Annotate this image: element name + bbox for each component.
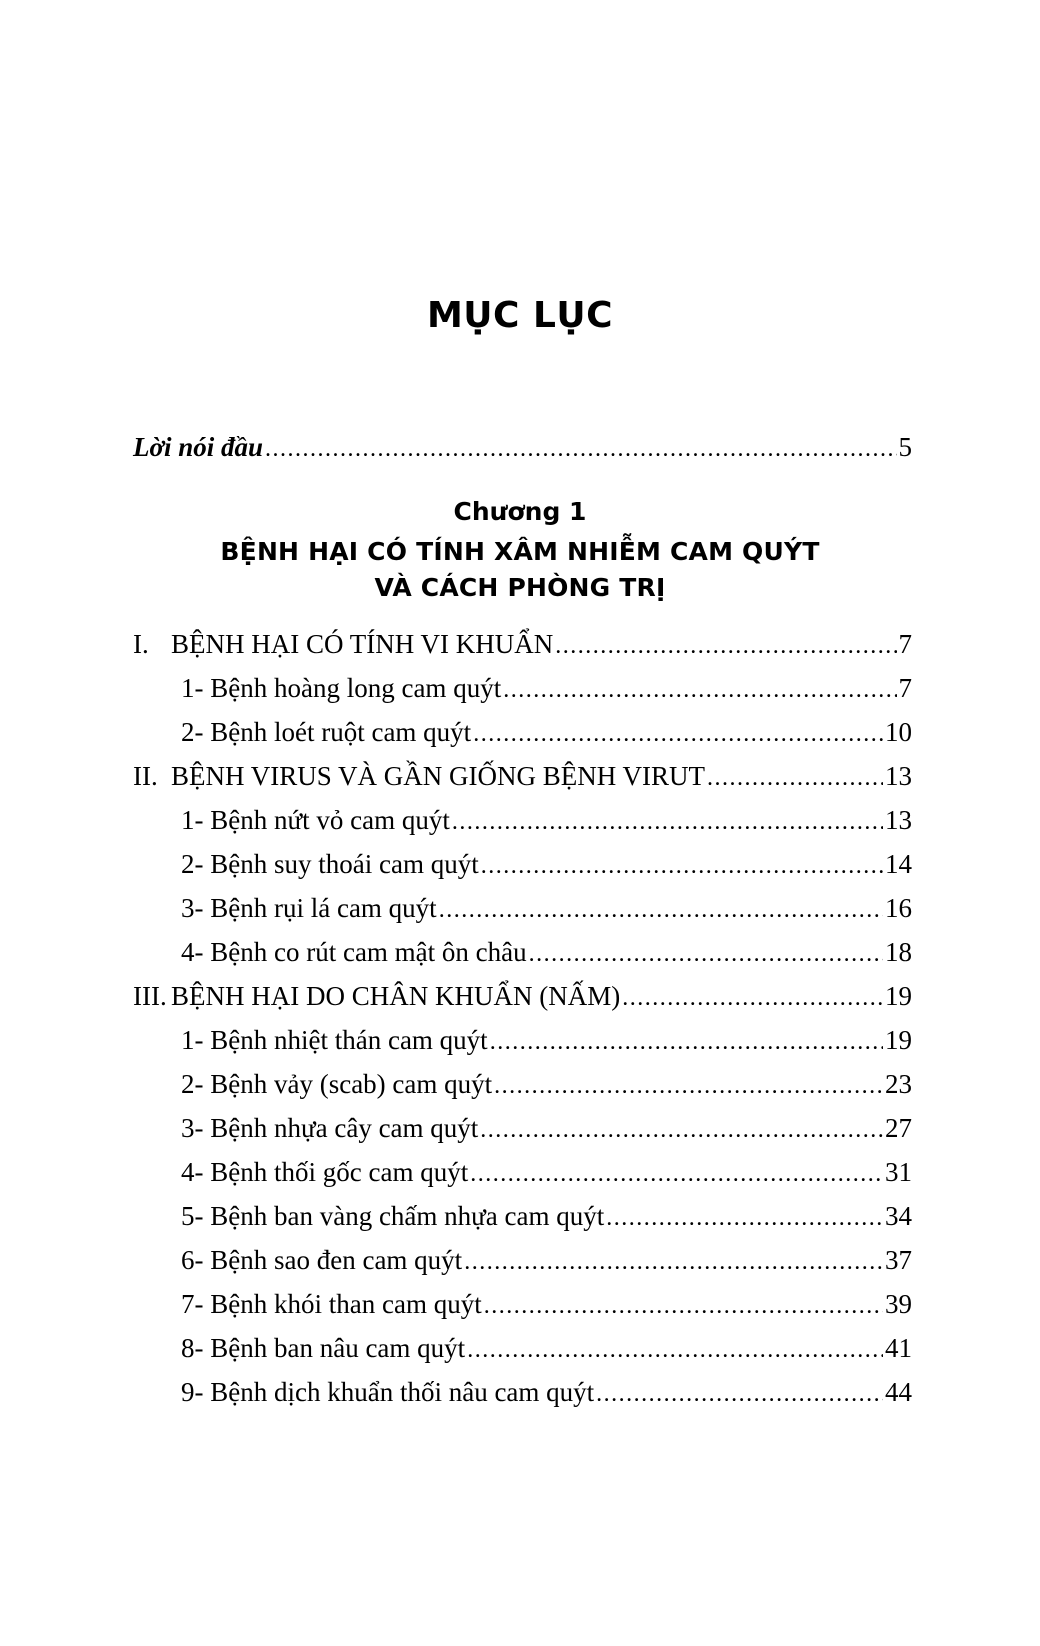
- toc-entry[interactable]: [133, 675, 912, 702]
- toc-entry-title: 7- Bệnh khói than cam quýt: [181, 1289, 482, 1319]
- dot-leader: [707, 766, 883, 790]
- toc-entry[interactable]: [133, 1291, 912, 1318]
- toc-entry-title: 3- Bệnh rụi lá cam quýt: [181, 893, 437, 923]
- toc-entry-number: I.: [133, 629, 149, 659]
- toc-entry-page: 23: [885, 1069, 912, 1099]
- toc-entry-title: BỆNH HẠI CÓ TÍNH VI KHUẨN: [171, 629, 554, 659]
- dot-leader: [481, 854, 883, 878]
- toc-entry-title: 1- Bệnh nứt vỏ cam quýt: [181, 805, 450, 835]
- dot-leader: [473, 722, 883, 746]
- toc-entry-page: 10: [885, 717, 912, 747]
- dot-leader: [529, 942, 883, 966]
- chapter-heading: [0, 497, 1040, 605]
- page-title: MỤC LỤC: [426, 295, 614, 336]
- dot-leader: [494, 1074, 883, 1098]
- toc-entry[interactable]: [133, 1115, 912, 1142]
- dot-leader: [503, 678, 896, 702]
- toc-entry-title: BỆNH HẠI DO CHÂN KHUẨN (NẤM): [171, 981, 621, 1011]
- toc-entry-number: II.: [133, 761, 158, 791]
- dot-leader: [467, 1338, 883, 1362]
- toc-entry-page: 13: [885, 761, 912, 791]
- toc-entry-page: 7: [898, 673, 912, 703]
- toc-entry[interactable]: [133, 939, 912, 966]
- toc-entry[interactable]: [133, 1247, 912, 1274]
- toc-entry-page: 34: [885, 1201, 912, 1231]
- toc-entry-title: BỆNH VIRUS VÀ GẦN GIỐNG BỆNH VIRUT: [171, 761, 706, 791]
- toc-entry[interactable]: [133, 763, 912, 790]
- toc-entry[interactable]: [133, 983, 912, 1010]
- toc-entry-title: 2- Bệnh loét ruột cam quýt: [181, 717, 472, 747]
- toc-entry-title: 2- Bệnh vảy (scab) cam quýt: [181, 1069, 493, 1099]
- toc-entry-title: 4- Bệnh thối gốc cam quýt: [181, 1157, 469, 1187]
- toc-entry-page: 7: [898, 629, 912, 659]
- toc-entry-page: 41: [885, 1333, 912, 1363]
- toc-entry-number: III.: [133, 981, 167, 1011]
- dot-leader: [464, 1250, 883, 1274]
- toc-entry-title: 5- Bệnh ban vàng chấm nhựa cam quýt: [181, 1201, 605, 1231]
- toc-entry[interactable]: [133, 851, 912, 878]
- dot-leader: [606, 1206, 883, 1230]
- toc-entry[interactable]: [133, 1071, 912, 1098]
- chapter-title-line-2: VÀ CÁCH PHÒNG TRỊ: [374, 572, 666, 602]
- dot-leader: [480, 1118, 883, 1142]
- toc-entry-page: 31: [885, 1157, 912, 1187]
- toc-entry-page: 39: [885, 1289, 912, 1319]
- toc-entry-title: 3- Bệnh nhựa cây cam quýt: [181, 1113, 479, 1143]
- toc-entry-page: 44: [885, 1377, 912, 1407]
- toc-entry-title: 6- Bệnh sao đen cam quýt: [181, 1245, 463, 1275]
- toc-entry-page: 19: [885, 1025, 912, 1055]
- toc-entry-title: 2- Bệnh suy thoái cam quýt: [181, 849, 479, 879]
- toc-entry-title: 1- Bệnh nhiệt thán cam quýt: [181, 1025, 488, 1055]
- toc-entry-title: 1- Bệnh hoàng long cam quýt: [181, 673, 502, 703]
- toc-entry-page: 19: [885, 981, 912, 1011]
- dot-leader: [596, 1382, 883, 1406]
- preface-label: Lời nói đầu: [133, 432, 264, 462]
- chapter-number: Chương 1: [453, 497, 587, 526]
- dot-leader: [490, 1030, 883, 1054]
- toc-entry[interactable]: [133, 1027, 912, 1054]
- toc-entry-page: 27: [885, 1113, 912, 1143]
- toc-entry-title: 4- Bệnh co rút cam mật ôn châu: [181, 937, 527, 967]
- toc-entry[interactable]: [133, 1379, 912, 1406]
- toc-entry-page: 18: [885, 937, 912, 967]
- toc-entry[interactable]: [133, 895, 912, 922]
- toc-entry[interactable]: [133, 1335, 912, 1362]
- dot-leader: [439, 898, 883, 922]
- toc-entry[interactable]: [133, 719, 912, 746]
- toc-entry-page: 37: [885, 1245, 912, 1275]
- toc-entry-preface[interactable]: [0, 432, 1040, 463]
- dot-leader: [555, 634, 896, 658]
- toc-entry-page: 13: [885, 805, 912, 835]
- table-of-contents: [0, 631, 1040, 1406]
- dot-leader: [622, 986, 883, 1010]
- toc-entry[interactable]: [133, 1159, 912, 1186]
- toc-entry[interactable]: [133, 1203, 912, 1230]
- dot-leader: [265, 437, 896, 461]
- dot-leader: [484, 1294, 883, 1318]
- toc-entry-title: 9- Bệnh dịch khuẩn thối nâu cam quýt: [181, 1377, 595, 1407]
- dot-leader: [452, 810, 883, 834]
- toc-entry[interactable]: [133, 631, 912, 658]
- preface-page-number: 5: [898, 432, 912, 462]
- toc-entry[interactable]: [133, 807, 912, 834]
- chapter-title-line-1: BỆNH HẠI CÓ TÍNH XÂM NHIỄM CAM QUÝT: [220, 537, 820, 566]
- dot-leader: [470, 1162, 883, 1186]
- toc-entry-page: 14: [885, 849, 912, 879]
- toc-entry-title: 8- Bệnh ban nâu cam quýt: [181, 1333, 466, 1363]
- toc-entry-page: 16: [885, 893, 912, 923]
